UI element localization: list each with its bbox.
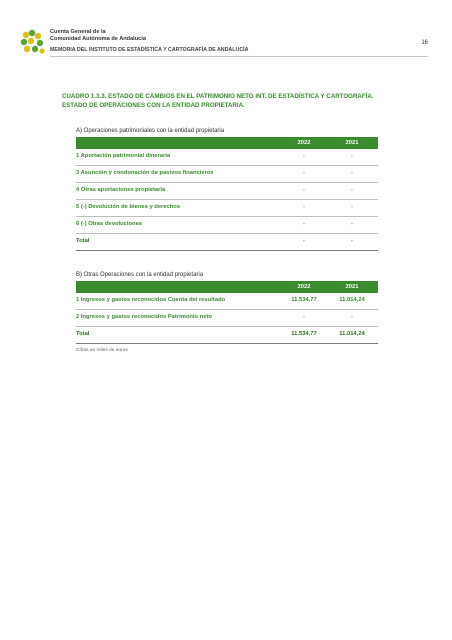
- row-label: 1 Aportación patrimonial dineraria: [76, 153, 171, 159]
- value-2021: -: [351, 221, 353, 227]
- table-header: [76, 137, 378, 149]
- row-label: 1 Ingresos y gastos reconocidos Cuenta del resultado: [76, 297, 226, 303]
- column-header-2021: 2021: [345, 139, 359, 146]
- row-label: 4 Otras aportaciones propietaria: [76, 187, 166, 193]
- table-row: [76, 166, 378, 183]
- column-header-2022: 2022: [297, 283, 311, 290]
- cuadro-title-line-1: CUADRO 1.3.3. ESTADO DE CAMBIOS EN EL PATRIMONIO NETO INT. DE ESTADÍSTICA Y CARTOGRAFÍA.: [62, 93, 374, 100]
- row-label: Total: [76, 331, 90, 337]
- org-line-1: Cuenta General de la: [50, 29, 106, 35]
- value-2021: -: [351, 170, 353, 176]
- value-2022: -: [303, 187, 305, 193]
- value-2021: 11.014,24: [339, 297, 365, 303]
- value-2021: -: [351, 238, 353, 244]
- value-2021: -: [351, 187, 353, 193]
- column-header-2022: 2022: [297, 139, 311, 146]
- table-row: [76, 183, 378, 200]
- cuadro-title: [62, 92, 392, 110]
- table-row: [76, 293, 378, 310]
- table-row: [76, 200, 378, 217]
- row-label: Total: [76, 238, 90, 244]
- organization-name: [50, 29, 146, 42]
- value-2022: 11.534,77: [291, 297, 317, 303]
- value-2021: 11.014,24: [339, 331, 365, 337]
- table-row: [76, 217, 378, 234]
- row-label: 2 Ingresos y gastos reconocidos Patrimonio neto: [76, 314, 212, 320]
- table-row: [76, 149, 378, 166]
- row-label: 3 Asunción y condonación de pasivos financieros: [76, 170, 214, 176]
- page-number: 16: [421, 40, 428, 46]
- value-2022: -: [303, 314, 305, 320]
- table-total-row: [76, 327, 378, 344]
- value-2022: -: [303, 153, 305, 159]
- value-2021: -: [351, 153, 353, 159]
- header-divider: [50, 56, 428, 57]
- table-header: [76, 281, 378, 293]
- document-title: MEMORIA DEL INSTITUTO DE ESTADÍSTICA Y CARTOGRAFÍA DE ANDALUCÍA: [50, 47, 249, 53]
- row-label: 6 (-) Otras devoluciones: [76, 221, 143, 227]
- table-row: [76, 310, 378, 327]
- value-2022: -: [303, 204, 305, 210]
- value-2022: -: [303, 170, 305, 176]
- value-2021: -: [351, 204, 353, 210]
- junta-andalucia-logo: [20, 28, 46, 56]
- value-2021: -: [351, 314, 353, 320]
- value-2022: -: [303, 221, 305, 227]
- cuadro-title-line-2: ESTADO DE OPERACIONES CON LA ENTIDAD PROPIETARIA.: [62, 102, 245, 109]
- section-a-caption: A) Operaciones patrimoniales con la entidad propietaria: [76, 128, 225, 134]
- section-a-table: [76, 137, 378, 251]
- row-label: 5 (-) Devolución de bienes y derechos: [76, 204, 181, 210]
- column-header-2021: 2021: [345, 283, 359, 290]
- org-line-2: Comunidad Autónoma de Andalucía: [50, 35, 146, 42]
- value-2022: -: [303, 238, 305, 244]
- table-total-row: [76, 234, 378, 251]
- section-b-caption: B) Otras Operaciones con la entidad propietaria: [76, 272, 204, 278]
- section-b-table: [76, 281, 378, 344]
- value-2022: 11.534,77: [291, 331, 317, 337]
- footnote: Cifras en miles de euros: [76, 348, 128, 353]
